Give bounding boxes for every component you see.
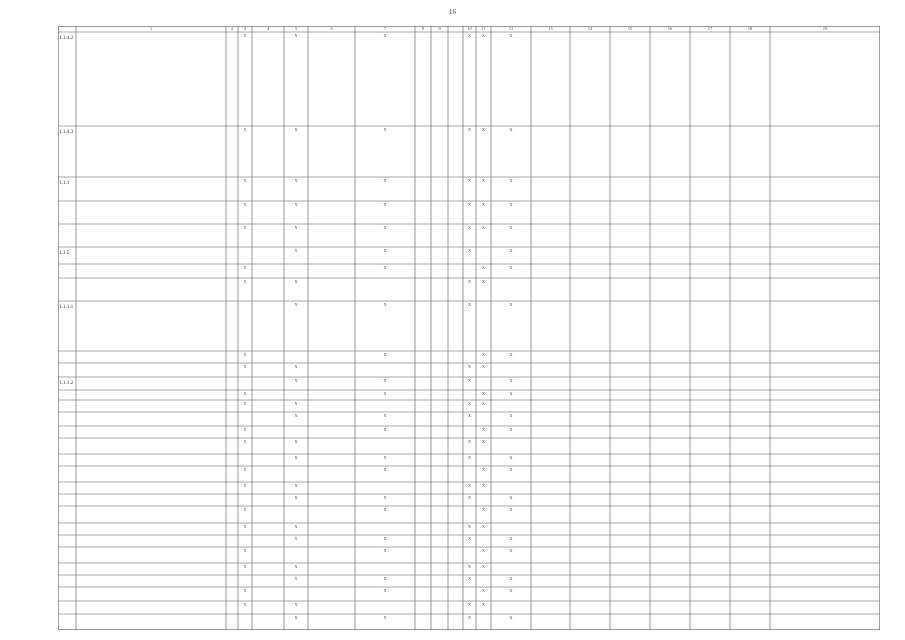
x-marker: X <box>481 603 486 607</box>
x-marker: X <box>383 468 387 472</box>
x-marker: X <box>481 428 486 432</box>
x-marker: X <box>509 266 513 270</box>
column-number: 5 <box>294 27 298 31</box>
x-marker: X <box>509 249 513 253</box>
x-marker: X <box>467 402 472 406</box>
x-marker: X <box>509 226 513 230</box>
x-marker: X <box>294 128 298 132</box>
x-marker: X <box>294 565 298 569</box>
row-code: 1.1.5 <box>59 250 70 256</box>
x-marker: X <box>243 508 247 512</box>
x-marker: X <box>467 603 472 607</box>
x-marker: X <box>467 616 472 620</box>
x-marker: X <box>243 353 247 357</box>
column-number: 3 <box>243 27 247 31</box>
x-marker: X <box>243 468 247 472</box>
x-marker: X <box>383 179 387 183</box>
x-marker: X <box>294 603 298 607</box>
x-marker: X <box>467 379 472 383</box>
x-marker: X <box>383 537 387 541</box>
x-marker: X <box>467 456 472 460</box>
x-marker: X <box>243 603 247 607</box>
column-number: 4 <box>266 27 270 31</box>
x-marker: X <box>467 226 472 230</box>
x-marker: X <box>294 34 298 38</box>
column-number: 12 <box>508 27 514 31</box>
x-marker: X <box>509 353 513 357</box>
x-marker: X <box>243 392 247 396</box>
x-marker: X <box>481 266 486 270</box>
x-marker: X <box>509 589 513 593</box>
column-number: 10 <box>467 27 472 31</box>
x-marker: X <box>383 549 387 553</box>
x-marker: X <box>294 402 298 406</box>
x-marker: X <box>481 549 486 553</box>
column-number: 18 <box>747 27 753 31</box>
row-code: 1.1.4.3 <box>59 129 74 135</box>
x-marker: X <box>294 577 298 581</box>
x-marker: X <box>383 589 387 593</box>
column-number: 11 <box>481 27 486 31</box>
x-marker: X <box>294 414 298 418</box>
column-number: 13 <box>548 27 553 31</box>
x-marker: X <box>509 508 513 512</box>
x-marker: X <box>243 589 247 593</box>
x-marker: X <box>481 484 486 488</box>
x-marker: X <box>243 549 247 553</box>
column-number: 6 <box>330 27 333 31</box>
x-marker: X <box>243 280 247 284</box>
x-marker: X <box>383 203 387 207</box>
x-marker: X <box>243 440 247 444</box>
x-marker: X <box>509 392 513 396</box>
column-number: 2 <box>230 27 234 31</box>
x-marker: X <box>467 537 472 541</box>
x-marker: X <box>383 616 387 620</box>
x-marker: X <box>509 414 513 418</box>
x-marker: X <box>481 203 486 207</box>
x-marker: X <box>481 179 486 183</box>
x-marker: X <box>467 34 472 38</box>
x-marker: X <box>243 484 247 488</box>
column-number: 7 <box>383 27 387 31</box>
x-marker: X <box>294 537 298 541</box>
x-marker: X <box>243 226 247 230</box>
x-marker: X <box>481 280 486 284</box>
x-marker: X <box>509 468 513 472</box>
x-marker: X <box>509 428 513 432</box>
x-marker: X <box>383 392 387 396</box>
x-marker: X <box>294 365 298 369</box>
x-marker: X <box>509 456 513 460</box>
x-marker: X <box>481 440 486 444</box>
x-marker: X <box>467 303 472 307</box>
x-marker: X <box>294 440 298 444</box>
x-marker: X <box>509 179 513 183</box>
x-marker: X <box>294 379 298 383</box>
x-marker: X <box>509 379 513 383</box>
x-marker: X <box>481 508 486 512</box>
x-marker: X <box>294 525 298 529</box>
x-marker: X <box>383 266 387 270</box>
x-marker: X <box>243 402 247 406</box>
x-marker: X <box>481 226 486 230</box>
x-marker: X <box>467 577 472 581</box>
x-marker: X <box>383 456 387 460</box>
x-marker: X <box>467 249 472 253</box>
page-number: 16 <box>449 8 456 16</box>
x-marker: X <box>481 525 486 529</box>
x-marker: X <box>481 353 486 357</box>
x-marker: X <box>481 565 486 569</box>
document-table <box>58 26 880 630</box>
column-number: 19 <box>822 27 828 31</box>
x-marker: X <box>294 203 298 207</box>
x-marker: X <box>243 128 247 132</box>
x-marker: X <box>243 365 247 369</box>
x-marker: X <box>467 414 472 418</box>
x-marker: X <box>294 226 298 230</box>
x-marker: X <box>467 525 472 529</box>
x-marker: X <box>509 549 513 553</box>
x-marker: X <box>509 496 513 500</box>
x-marker: X <box>509 34 513 38</box>
x-marker: X <box>243 34 247 38</box>
x-marker: X <box>467 484 472 488</box>
x-marker: X <box>383 379 387 383</box>
x-marker: X <box>467 280 472 284</box>
x-marker: X <box>467 179 472 183</box>
x-marker: X <box>481 392 486 396</box>
row-code: 1.1.1.2 <box>59 380 74 386</box>
x-marker: X <box>467 565 472 569</box>
x-marker: X <box>467 128 472 132</box>
x-marker: X <box>243 266 247 270</box>
x-marker: X <box>481 365 486 369</box>
x-marker: X <box>467 365 472 369</box>
x-marker: X <box>383 303 387 307</box>
x-marker: X <box>509 128 513 132</box>
x-marker: X <box>481 128 486 132</box>
row-code: 1.1.1.1 <box>59 304 74 310</box>
x-marker: X <box>294 456 298 460</box>
x-marker: X <box>383 249 387 253</box>
column-number: 14 <box>587 27 593 31</box>
x-marker: X <box>481 589 486 593</box>
x-marker: X <box>467 496 472 500</box>
x-marker: X <box>243 565 247 569</box>
x-marker: X <box>481 34 486 38</box>
column-number: 17 <box>707 27 713 31</box>
x-marker: X <box>383 353 387 357</box>
x-marker: X <box>509 577 513 581</box>
x-marker: X <box>294 303 298 307</box>
column-number: 8 <box>421 27 425 31</box>
row-code: 1.1.1 <box>59 180 70 186</box>
x-marker: X <box>243 525 247 529</box>
x-marker: X <box>294 484 298 488</box>
row-code: 1.1.4.2 <box>59 35 74 41</box>
x-marker: X <box>383 34 387 38</box>
column-number: 9 <box>438 27 441 31</box>
x-marker: X <box>243 203 247 207</box>
x-marker: X <box>294 280 298 284</box>
x-marker: X <box>509 537 513 541</box>
x-marker: X <box>383 226 387 230</box>
column-number: 1 <box>149 27 153 31</box>
x-marker: X <box>383 508 387 512</box>
x-marker: X <box>509 616 513 620</box>
x-marker: X <box>383 577 387 581</box>
x-marker: X <box>383 496 387 500</box>
x-marker: X <box>243 428 247 432</box>
column-number: 15 <box>627 27 633 31</box>
column-number: 16 <box>667 27 673 31</box>
x-marker: X <box>294 179 298 183</box>
x-marker: X <box>294 496 298 500</box>
x-marker: X <box>243 179 247 183</box>
x-marker: X <box>509 303 513 307</box>
x-marker: X <box>481 402 486 406</box>
x-marker: X <box>509 203 513 207</box>
x-marker: X <box>481 468 486 472</box>
x-marker: X <box>294 616 298 620</box>
x-marker: X <box>294 249 298 253</box>
x-marker: X <box>467 440 472 444</box>
x-marker: X <box>383 128 387 132</box>
table-cells <box>58 26 880 630</box>
x-marker: X <box>467 203 472 207</box>
x-marker: X <box>383 414 387 418</box>
x-marker: X <box>383 428 387 432</box>
